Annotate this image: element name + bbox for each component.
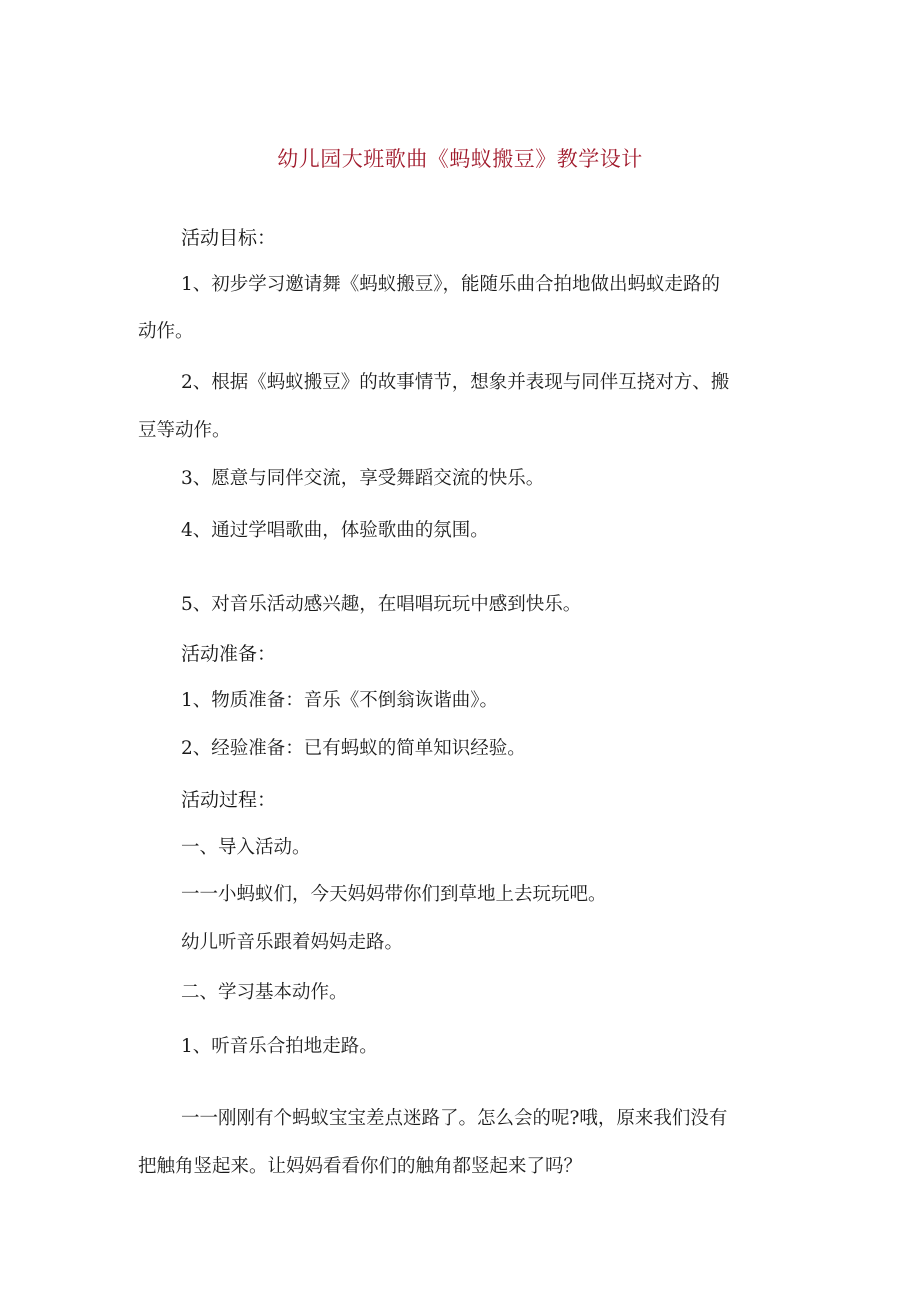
paragraph-line: 动作。: [138, 321, 194, 342]
paragraph-line: 一、导入活动。: [181, 837, 311, 858]
section-heading-goals: 活动目标：: [181, 227, 277, 249]
paragraph-line: 1、物质准备：音乐《不倒翁诙谐曲》。: [181, 690, 499, 711]
paragraph-line: 5、对音乐活动感兴趣，在唱唱玩玩中感到快乐。: [181, 594, 582, 615]
paragraph-line: 把触角竖起来。让妈妈看看你们的触角都竖起来了吗？: [138, 1156, 583, 1177]
paragraph-line: 4、通过学唱歌曲，体验歌曲的氛围。: [181, 520, 489, 541]
paragraph-line: 二、学习基本动作。: [181, 982, 348, 1003]
paragraph-line: 一一刚刚有个蚂蚁宝宝差点迷路了。怎么会的呢?哦，原来我们没有: [181, 1108, 728, 1129]
paragraph-line: 1、听音乐合拍地走路。: [181, 1036, 378, 1057]
paragraph-line: 1、初步学习邀请舞《蚂蚁搬豆》，能随乐曲合拍地做出蚂蚁走路的: [181, 274, 721, 295]
section-heading-process: 活动过程：: [181, 789, 277, 811]
paragraph-line: 2、根据《蚂蚁搬豆》的故事情节，想象并表现与同伴互挠对方、搬: [181, 372, 730, 393]
paragraph-line: 2、经验准备：已有蚂蚁的简单知识经验。: [181, 738, 526, 759]
paragraph-line: 一一小蚂蚁们，今天妈妈带你们到草地上去玩玩吧。: [181, 884, 607, 905]
paragraph-line: 3、愿意与同伴交流，享受舞蹈交流的快乐。: [181, 468, 545, 489]
paragraph-line: 豆等动作。: [138, 420, 231, 441]
document-title: 幼儿园大班歌曲《蚂蚁搬豆》教学设计: [277, 147, 643, 171]
paragraph-line: 幼儿听音乐跟着妈妈走路。: [181, 932, 404, 953]
section-heading-preparation: 活动准备：: [181, 643, 277, 665]
